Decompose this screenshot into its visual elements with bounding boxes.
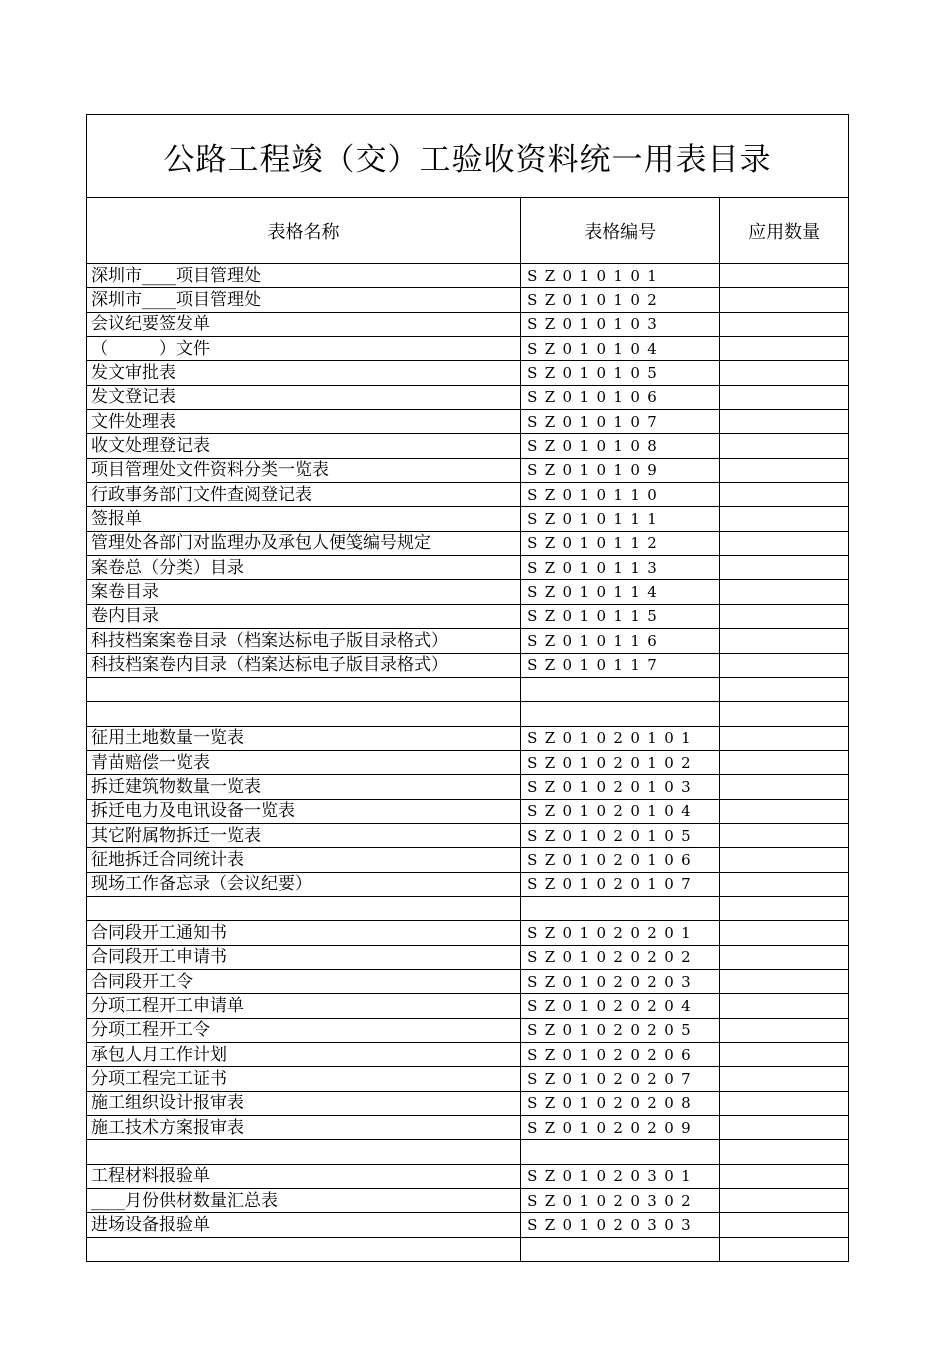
row-qty-cell [720, 312, 848, 336]
table-row [87, 604, 848, 628]
row-qty-cell [720, 1237, 848, 1261]
row-name-cell: 现场工作备忘录（会议纪要） [87, 872, 521, 896]
row-name-cell: 青苗赔偿一览表 [87, 750, 521, 774]
row-code-cell: SZ010116 [521, 629, 720, 653]
table-row [87, 385, 848, 409]
row-qty-cell [720, 434, 848, 458]
row-qty-cell [720, 921, 848, 945]
row-name-cell [87, 702, 521, 726]
table-row [87, 1189, 848, 1213]
table-row [87, 994, 848, 1018]
row-code-cell: SZ010103 [521, 312, 720, 336]
column-header-name: 表格名称 [87, 198, 521, 264]
table-row [87, 1213, 848, 1237]
row-qty-cell [720, 677, 848, 701]
row-code-cell: SZ01020302 [521, 1189, 720, 1213]
row-qty-cell [720, 1140, 848, 1164]
row-code-cell: SZ01020103 [521, 775, 720, 799]
row-code-cell [521, 702, 720, 726]
row-qty-cell [720, 775, 848, 799]
row-qty-cell [720, 702, 848, 726]
row-name-cell: 拆迁建筑物数量一览表 [87, 775, 521, 799]
row-name-cell [87, 1237, 521, 1261]
row-name-cell: 拆迁电力及电讯设备一览表 [87, 799, 521, 823]
row-code-cell: SZ01020102 [521, 750, 720, 774]
row-code-cell [521, 1237, 720, 1261]
row-qty-cell [720, 1189, 848, 1213]
row-qty-cell [720, 653, 848, 677]
table-row [87, 677, 848, 701]
table-row [87, 1018, 848, 1042]
table-row [87, 896, 848, 920]
row-code-cell: SZ010105 [521, 361, 720, 385]
row-qty-cell [720, 750, 848, 774]
row-name-cell: 施工技术方案报审表 [87, 1116, 521, 1140]
catalog-table [87, 198, 848, 1261]
row-code-cell: SZ01020209 [521, 1116, 720, 1140]
row-name-cell: 合同段开工通知书 [87, 921, 521, 945]
catalog-sheet [86, 114, 849, 1262]
row-code-cell: SZ01020205 [521, 1018, 720, 1042]
row-code-cell: SZ01020107 [521, 872, 720, 896]
header-row [87, 198, 848, 264]
row-qty-cell [720, 629, 848, 653]
row-name-cell: 签报单 [87, 507, 521, 531]
row-name-cell: 深圳市____项目管理处 [87, 288, 521, 312]
row-name-cell: 承包人月工作计划 [87, 1043, 521, 1067]
table-row [87, 775, 848, 799]
row-qty-cell [720, 1164, 848, 1188]
row-qty-cell [720, 1213, 848, 1237]
row-name-cell: 发文审批表 [87, 361, 521, 385]
row-code-cell: SZ01020101 [521, 726, 720, 750]
table-row [87, 458, 848, 482]
table-row [87, 580, 848, 604]
table-row [87, 872, 848, 896]
row-name-cell: 案卷目录 [87, 580, 521, 604]
row-name-cell: 征用土地数量一览表 [87, 726, 521, 750]
row-qty-cell [720, 1067, 848, 1091]
row-code-cell: SZ010111 [521, 507, 720, 531]
row-name-cell: 项目管理处文件资料分类一览表 [87, 458, 521, 482]
table-row [87, 629, 848, 653]
row-name-cell: 分项工程开工令 [87, 1018, 521, 1042]
row-name-cell [87, 1140, 521, 1164]
table-row [87, 410, 848, 434]
row-code-cell [521, 1140, 720, 1164]
row-code-cell: SZ01020104 [521, 799, 720, 823]
row-code-cell: SZ01020203 [521, 969, 720, 993]
table-row [87, 750, 848, 774]
row-code-cell: SZ010107 [521, 410, 720, 434]
row-code-cell: SZ01020201 [521, 921, 720, 945]
row-qty-cell [720, 458, 848, 482]
table-row [87, 969, 848, 993]
row-code-cell [521, 677, 720, 701]
row-code-cell: SZ010109 [521, 458, 720, 482]
table-row [87, 653, 848, 677]
table-row [87, 531, 848, 555]
table-row [87, 823, 848, 847]
table-body [87, 264, 848, 1262]
table-row [87, 264, 848, 288]
row-qty-cell [720, 848, 848, 872]
row-name-cell: 文件处理表 [87, 410, 521, 434]
row-qty-cell [720, 994, 848, 1018]
row-qty-cell [720, 1091, 848, 1115]
row-code-cell: SZ01020105 [521, 823, 720, 847]
row-code-cell: SZ01020208 [521, 1091, 720, 1115]
table-row [87, 702, 848, 726]
row-qty-cell [720, 1116, 848, 1140]
row-name-cell: 进场设备报验单 [87, 1213, 521, 1237]
row-code-cell: SZ010102 [521, 288, 720, 312]
row-name-cell: 科技档案案卷目录（档案达标电子版目录格式） [87, 629, 521, 653]
table-row [87, 361, 848, 385]
row-code-cell: SZ010108 [521, 434, 720, 458]
row-code-cell: SZ01020106 [521, 848, 720, 872]
row-qty-cell [720, 361, 848, 385]
row-name-cell: 案卷总（分类）目录 [87, 556, 521, 580]
row-name-cell: 科技档案卷内目录（档案达标电子版目录格式） [87, 653, 521, 677]
row-name-cell: 行政事务部门文件查阅登记表 [87, 483, 521, 507]
table-row [87, 1067, 848, 1091]
row-name-cell: 会议纪要签发单 [87, 312, 521, 336]
table-row [87, 483, 848, 507]
row-qty-cell [720, 337, 848, 361]
row-code-cell: SZ010101 [521, 264, 720, 288]
row-qty-cell [720, 288, 848, 312]
row-qty-cell [720, 823, 848, 847]
row-code-cell: SZ01020303 [521, 1213, 720, 1237]
table-row [87, 921, 848, 945]
row-name-cell [87, 677, 521, 701]
row-code-cell: SZ01020202 [521, 945, 720, 969]
table-row [87, 434, 848, 458]
row-name-cell: （ ）文件 [87, 337, 521, 361]
table-row [87, 1237, 848, 1261]
table-row [87, 848, 848, 872]
row-qty-cell [720, 1043, 848, 1067]
table-row [87, 556, 848, 580]
row-code-cell: SZ010106 [521, 385, 720, 409]
row-name-cell: 收文处理登记表 [87, 434, 521, 458]
row-name-cell: 工程材料报验单 [87, 1164, 521, 1188]
row-code-cell: SZ010117 [521, 653, 720, 677]
row-code-cell: SZ010113 [521, 556, 720, 580]
table-row [87, 1091, 848, 1115]
row-code-cell: SZ010114 [521, 580, 720, 604]
row-code-cell: SZ01020207 [521, 1067, 720, 1091]
row-name-cell: 分项工程开工申请单 [87, 994, 521, 1018]
column-header-code: 表格编号 [521, 198, 720, 264]
row-name-cell: ____月份供材数量汇总表 [87, 1189, 521, 1213]
table-row [87, 1164, 848, 1188]
row-code-cell: SZ010104 [521, 337, 720, 361]
row-name-cell: 卷内目录 [87, 604, 521, 628]
row-qty-cell [720, 969, 848, 993]
row-qty-cell [720, 1018, 848, 1042]
table-row [87, 507, 848, 531]
row-qty-cell [720, 556, 848, 580]
row-code-cell: SZ010115 [521, 604, 720, 628]
row-qty-cell [720, 531, 848, 555]
table-row [87, 1043, 848, 1067]
row-name-cell: 合同段开工申请书 [87, 945, 521, 969]
column-header-qty: 应用数量 [720, 198, 848, 264]
row-code-cell [521, 896, 720, 920]
row-qty-cell [720, 799, 848, 823]
row-name-cell [87, 896, 521, 920]
row-qty-cell [720, 945, 848, 969]
table-row [87, 288, 848, 312]
row-qty-cell [720, 264, 848, 288]
table-row [87, 312, 848, 336]
table-row [87, 799, 848, 823]
row-code-cell: SZ010112 [521, 531, 720, 555]
row-name-cell: 其它附属物拆迁一览表 [87, 823, 521, 847]
row-qty-cell [720, 872, 848, 896]
table-row [87, 726, 848, 750]
row-code-cell: SZ01020204 [521, 994, 720, 1018]
row-qty-cell [720, 507, 848, 531]
row-name-cell: 发文登记表 [87, 385, 521, 409]
row-code-cell: SZ01020301 [521, 1164, 720, 1188]
row-qty-cell [720, 604, 848, 628]
row-name-cell: 管理处各部门对监理办及承包人便笺编号规定 [87, 531, 521, 555]
table-row [87, 337, 848, 361]
row-name-cell: 征地拆迁合同统计表 [87, 848, 521, 872]
row-qty-cell [720, 385, 848, 409]
row-name-cell: 分项工程完工证书 [87, 1067, 521, 1091]
row-qty-cell [720, 483, 848, 507]
row-qty-cell [720, 410, 848, 434]
row-name-cell: 施工组织设计报审表 [87, 1091, 521, 1115]
row-code-cell: SZ01020206 [521, 1043, 720, 1067]
row-qty-cell [720, 580, 848, 604]
table-row [87, 945, 848, 969]
row-qty-cell [720, 896, 848, 920]
row-qty-cell [720, 726, 848, 750]
row-name-cell: 深圳市____项目管理处 [87, 264, 521, 288]
row-name-cell: 合同段开工令 [87, 969, 521, 993]
page-title: 公路工程竣（交）工验收资料统一用表目录 [87, 115, 848, 198]
table-row [87, 1140, 848, 1164]
row-code-cell: SZ010110 [521, 483, 720, 507]
table-row [87, 1116, 848, 1140]
